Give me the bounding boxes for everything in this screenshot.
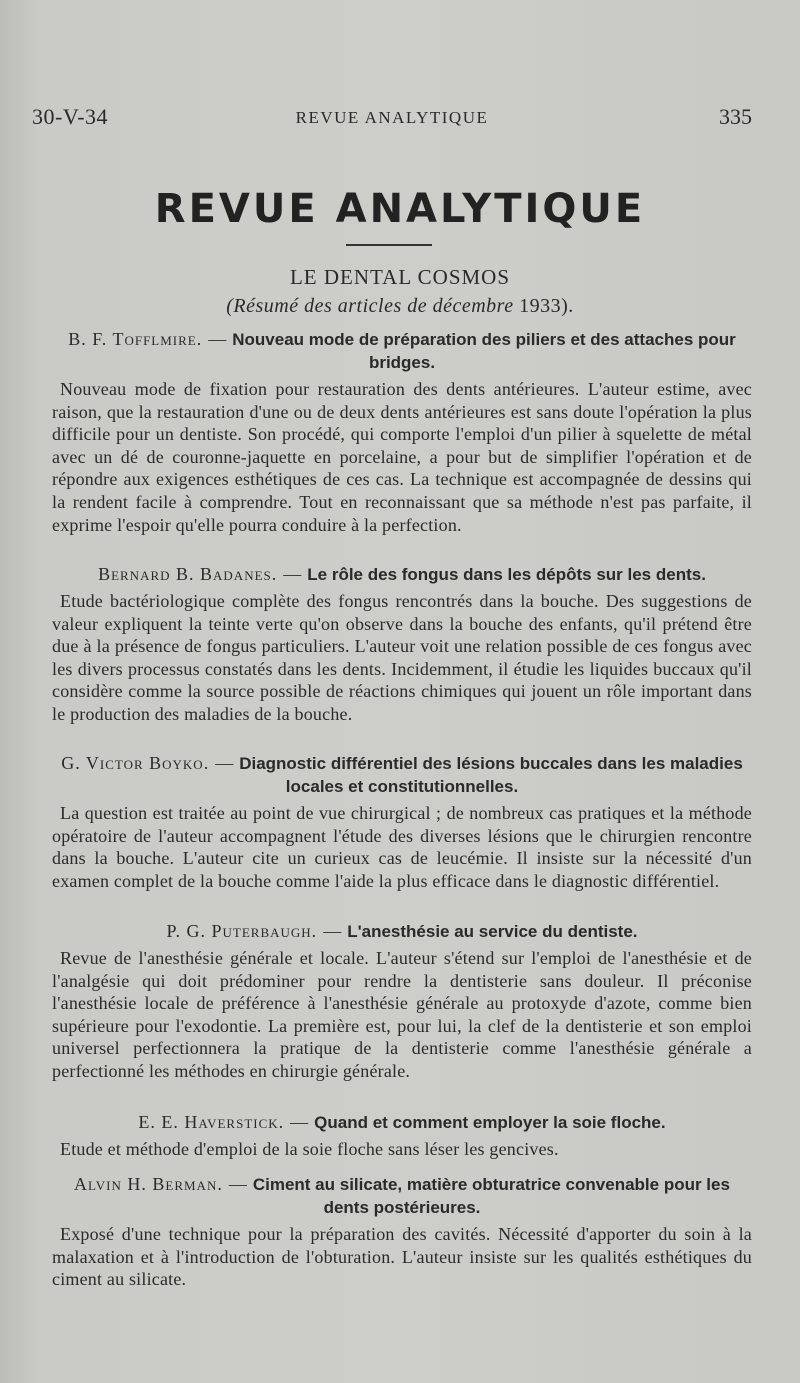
article-body: Etude et méthode d'emploi de la soie floche sans léser les gencives. [60,1139,559,1159]
running-header [32,104,752,134]
article-author: Alvin H. Berman. [74,1174,223,1194]
article-title: Nouveau mode de préparation des piliers et des attaches pour bridges. [232,330,736,372]
article-title: Le rôle des fongus dans les dépôts sur les dents. [307,565,706,584]
article-1 [52,328,752,536]
article-heading: Alvin H. Berman. — Ciment au silicate, matière obturatrice convenable pour les dents postérieures. [74,1174,730,1217]
article-3 [52,752,752,892]
summary-note [0,295,800,318]
title-rule [346,244,432,246]
header-date: 30-V-34 [32,104,109,129]
article-6 [52,1173,752,1291]
article-title: Ciment au silicate, matière obturatrice convenable pour les dents postérieures. [252,1175,730,1217]
article-5 [52,1111,752,1161]
article-body: Nouveau mode de fixation pour restauration des dents antérieures. L'auteur estime, avec raison, que la restauration d'une ou de deux dents antérieures est sans doute l'opération la plus difficile pour un dentiste. Son procédé, qui comporte l'emploi d'un pilier à squelette de métal avec un dé de couronne-jaquette en porcelaine, a pour but de simplifier l'opération et de répondre aux exigences esthétiques de ces cas. La technique est accompagnée de dessins qui la rendent facile à comprendre. Tout en reconnaissant que sa méthode n'est pas parfaite, il exprime l'espoir qu'elle pourra conduire à la perfection. [52,379,752,535]
article-title: Quand et comment employer la soie floche. [314,1113,666,1132]
article-author: G. Victor Boyko. [61,753,210,773]
article-body: Exposé d'une technique pour la préparation des cavités. Nécessité d'apporter du soin à la malaxation et à l'introduction de l'obturation. L'auteur insiste sur les qualités esthétiques du ciment au silicate. [52,1224,752,1290]
page-title: REVUE ANALYTIQUE [154,186,646,232]
header-running-title: REVUE ANALYTIQUE [295,108,489,127]
article-heading: G. Victor Boyko. — Diagnostic différentiel des lésions buccales dans les maladies locales et constitutionnelles. [61,753,743,796]
article-body: La question est traitée au point de vue chirurgical ; de nombreux cas pratiques et la méthode opératoire de l'auteur accompagnent l'étude des diverses lésions que le chirurgien rencontre dans la bouche. L'auteur cite un curieux cas de leucémie. Il insiste sur la nécessité d'un examen complet de la bouche comme l'aide la plus efficace dans le diagnostic différentiel. [52,803,752,891]
article-heading: P. G. Puterbaugh. — L'anesthésie au service du dentiste. [166,921,638,941]
article-heading: Bernard B. Badanes. — Le rôle des fongus dans les dépôts sur les dents. [98,564,706,584]
article-author: P. G. Puterbaugh. [166,921,318,941]
summary-year: 1933). [519,295,574,317]
article-heading: B. F. Tofflmire. — Nouveau mode de préparation des piliers et des attaches pour bridges. [68,329,736,372]
journal-name: LE DENTAL COSMOS [289,265,511,289]
page-number: 335 [719,104,752,129]
summary-note-text: (Résumé des articles de décembre [226,295,514,317]
article-body: Etude bactériologique complète des fongus rencontrés dans la bouche. Des suggestions de valeur expliquent la teinte verte qu'on observe dans la bouche des enfants, qu'il prétend être due à la présence de fongus particuliers. L'auteur voit une relation possible de ces fongus avec les divers processus constatés dans les dents. Incidemment, il étudie les liquides buccaux qu'il considère comme la source possible de réactions chimiques qui jouent un rôle important dans le production des maladies de la bouche. [52,591,752,724]
article-title: Diagnostic différentiel des lésions buccales dans les maladies locales et constitutionnelles. [239,754,743,796]
article-4 [52,920,752,1083]
article-body: Revue de l'anesthésie générale et locale. L'auteur s'étend sur l'emploi de l'anesthésie et de l'analgésie qui doit prédominer pour rendre la dentisterie sans douleur. Il préconise l'anesthésie locale de préférence à l'anesthésie générale au protoxyde d'azote, comme bien supérieure pour l'exodontie. La première est, pour lui, la clef de la dentisterie et son emploi universel perfectionnera la pratique de la dentisterie comme l'anesthésie générale a perfectionné les méthodes en chirurgie générale. [52,948,752,1081]
article-title: L'anesthésie au service du dentiste. [347,922,638,941]
article-author: B. F. Tofflmire. [68,329,203,349]
article-2 [52,563,752,726]
article-author: E. E. Haverstick. [138,1112,285,1132]
article-heading: E. E. Haverstick. — Quand et comment employer la soie floche. [138,1112,666,1132]
article-author: Bernard B. Badanes. [98,564,278,584]
